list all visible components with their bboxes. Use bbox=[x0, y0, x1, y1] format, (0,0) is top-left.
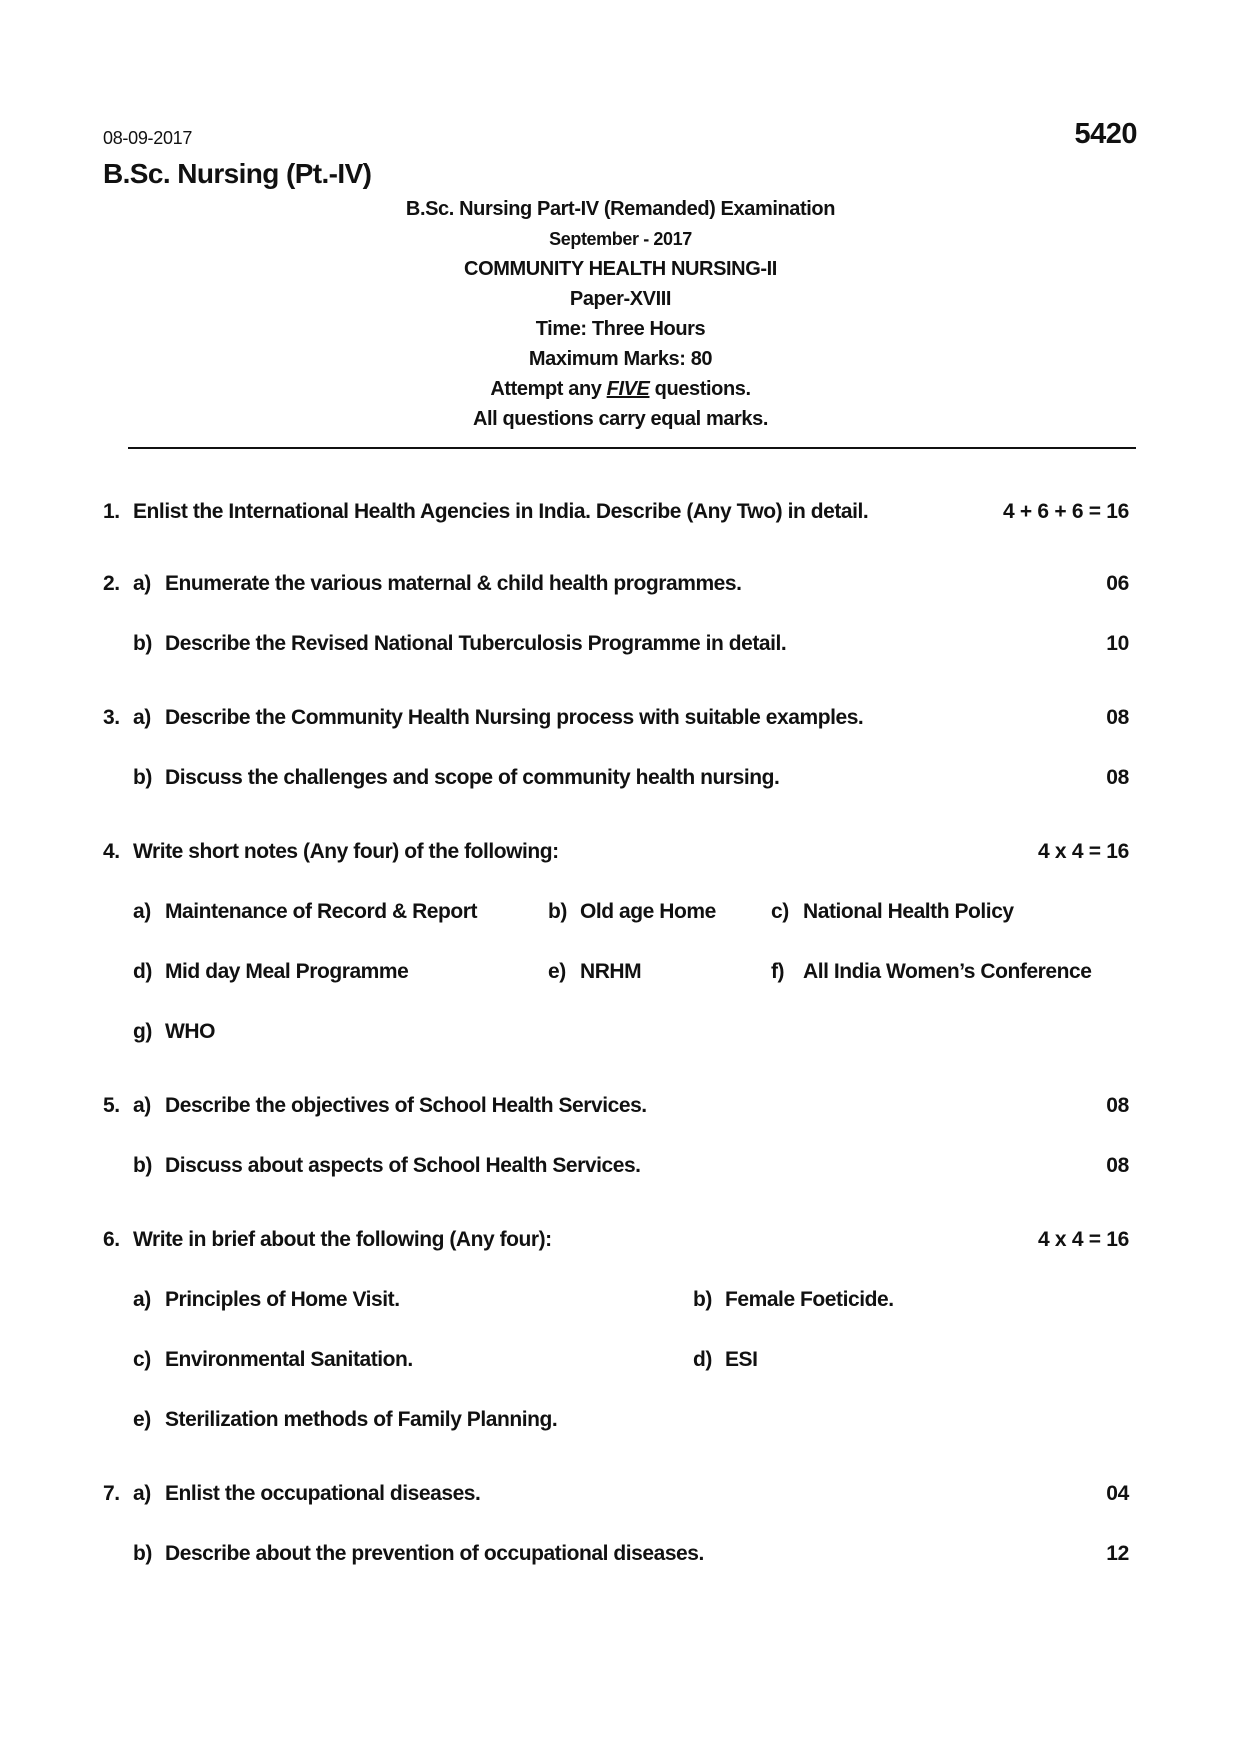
option-label: e) bbox=[133, 1408, 151, 1431]
option-4e bbox=[548, 960, 641, 984]
instruction-suffix: questions. bbox=[649, 378, 751, 400]
option-label: a) bbox=[133, 900, 151, 923]
question-4 bbox=[103, 840, 559, 864]
question-1 bbox=[103, 500, 868, 524]
question-7b-marks: 12 bbox=[1106, 1542, 1129, 1565]
time-allowed: Time: Three Hours bbox=[535, 318, 706, 340]
exam-session: September - 2017 bbox=[549, 229, 692, 249]
option-4b bbox=[548, 900, 716, 924]
option-4f bbox=[771, 960, 1091, 984]
question-3b bbox=[133, 766, 779, 790]
maximum-marks: Maximum Marks: 80 bbox=[528, 348, 713, 370]
option-6c bbox=[133, 1348, 413, 1372]
question-2b bbox=[133, 632, 786, 656]
option-label: b) bbox=[548, 900, 567, 923]
question-text: Write in brief about the following (Any four): bbox=[133, 1228, 552, 1251]
question-7b bbox=[133, 1542, 704, 1566]
part-text: Describe about the prevention of occupational diseases. bbox=[165, 1542, 704, 1565]
option-text: All India Women’s Conference bbox=[803, 960, 1092, 983]
question-5b bbox=[133, 1154, 641, 1178]
part-label: a) bbox=[133, 706, 151, 729]
question-3a bbox=[103, 706, 863, 730]
option-label: b) bbox=[693, 1288, 712, 1311]
question-2b-marks: 10 bbox=[1106, 632, 1129, 655]
question-1-marks: 4 + 6 + 6 = 16 bbox=[1003, 500, 1129, 523]
option-label: d) bbox=[693, 1348, 712, 1371]
question-number: 4. bbox=[103, 840, 120, 863]
question-6 bbox=[103, 1228, 552, 1252]
question-number: 1. bbox=[103, 500, 120, 523]
option-text: WHO bbox=[165, 1020, 215, 1043]
exam-date: 08-09-2017 bbox=[103, 128, 193, 148]
part-text: Describe the Revised National Tuberculosis Programme in detail. bbox=[165, 632, 787, 655]
option-6b bbox=[693, 1288, 894, 1312]
question-number: 7. bbox=[103, 1482, 120, 1505]
part-text: Describe the Community Health Nursing process with suitable examples. bbox=[165, 706, 864, 729]
option-label: c) bbox=[133, 1348, 151, 1371]
option-label: f) bbox=[771, 960, 785, 983]
option-text: Environmental Sanitation. bbox=[165, 1348, 413, 1371]
course-title: B.Sc. Nursing (Pt.-IV) bbox=[103, 158, 372, 189]
option-6d bbox=[693, 1348, 758, 1372]
instruction-equal-marks: All questions carry equal marks. bbox=[472, 408, 769, 430]
part-text: Enumerate the various maternal & child health programmes. bbox=[165, 572, 742, 595]
question-5a bbox=[103, 1094, 647, 1118]
part-label: a) bbox=[133, 572, 151, 595]
part-label: b) bbox=[133, 1154, 152, 1177]
part-label: b) bbox=[133, 766, 152, 789]
option-4a bbox=[133, 900, 477, 924]
part-text: Enlist the occupational diseases. bbox=[165, 1482, 481, 1505]
option-text: NRHM bbox=[580, 960, 642, 983]
question-text: Write short notes (Any four) of the following: bbox=[133, 840, 559, 863]
option-6a bbox=[133, 1288, 400, 1312]
part-text: Discuss the challenges and scope of community health nursing. bbox=[165, 766, 780, 789]
question-2a bbox=[103, 572, 742, 596]
subject-title: COMMUNITY HEALTH NURSING-II bbox=[464, 258, 777, 280]
paper-number: Paper-XVIII bbox=[569, 288, 672, 310]
question-3b-marks: 08 bbox=[1106, 766, 1129, 789]
option-text: National Health Policy bbox=[803, 900, 1014, 923]
question-5b-marks: 08 bbox=[1106, 1154, 1129, 1177]
option-text: Maintenance of Record & Report bbox=[165, 900, 478, 923]
option-label: a) bbox=[133, 1288, 151, 1311]
option-4c bbox=[771, 900, 1014, 924]
option-text: Sterilization methods of Family Planning. bbox=[165, 1408, 558, 1431]
option-4d bbox=[133, 960, 408, 984]
question-number: 6. bbox=[103, 1228, 120, 1251]
option-text: Female Foeticide. bbox=[725, 1288, 894, 1311]
option-label: d) bbox=[133, 960, 152, 983]
paper-code: 5420 bbox=[1074, 118, 1137, 150]
question-5a-marks: 08 bbox=[1106, 1094, 1129, 1117]
part-label: a) bbox=[133, 1094, 151, 1117]
option-label: g) bbox=[133, 1020, 152, 1043]
part-text: Discuss about aspects of School Health Services. bbox=[165, 1154, 641, 1177]
question-number: 3. bbox=[103, 706, 120, 729]
instruction-emphasis: FIVE bbox=[606, 378, 650, 400]
question-text: Enlist the International Health Agencies in India. Describe (Any Two) in detail. bbox=[133, 500, 869, 523]
question-number: 2. bbox=[103, 572, 120, 595]
option-text: ESI bbox=[725, 1348, 758, 1371]
question-3a-marks: 08 bbox=[1106, 706, 1129, 729]
exam-title: B.Sc. Nursing Part-IV (Remanded) Examination bbox=[405, 198, 836, 220]
question-4-marks: 4 x 4 = 16 bbox=[1038, 840, 1129, 863]
question-7a-marks: 04 bbox=[1106, 1482, 1129, 1505]
option-text: Mid day Meal Programme bbox=[165, 960, 409, 983]
part-label: b) bbox=[133, 632, 152, 655]
part-label: a) bbox=[133, 1482, 151, 1505]
option-6e bbox=[133, 1408, 557, 1432]
instruction-prefix: Attempt any bbox=[490, 378, 607, 400]
question-7a bbox=[103, 1482, 480, 1506]
option-4g bbox=[133, 1020, 215, 1044]
header-divider bbox=[128, 447, 1136, 449]
option-text: Principles of Home Visit. bbox=[165, 1288, 400, 1311]
part-label: b) bbox=[133, 1542, 152, 1565]
question-6-marks: 4 x 4 = 16 bbox=[1038, 1228, 1129, 1251]
part-text: Describe the objectives of School Health Services. bbox=[165, 1094, 647, 1117]
option-label: c) bbox=[771, 900, 789, 923]
option-label: e) bbox=[548, 960, 566, 983]
instruction-attempt bbox=[0, 378, 1241, 401]
question-2a-marks: 06 bbox=[1106, 572, 1129, 595]
option-text: Old age Home bbox=[580, 900, 716, 923]
question-number: 5. bbox=[103, 1094, 120, 1117]
